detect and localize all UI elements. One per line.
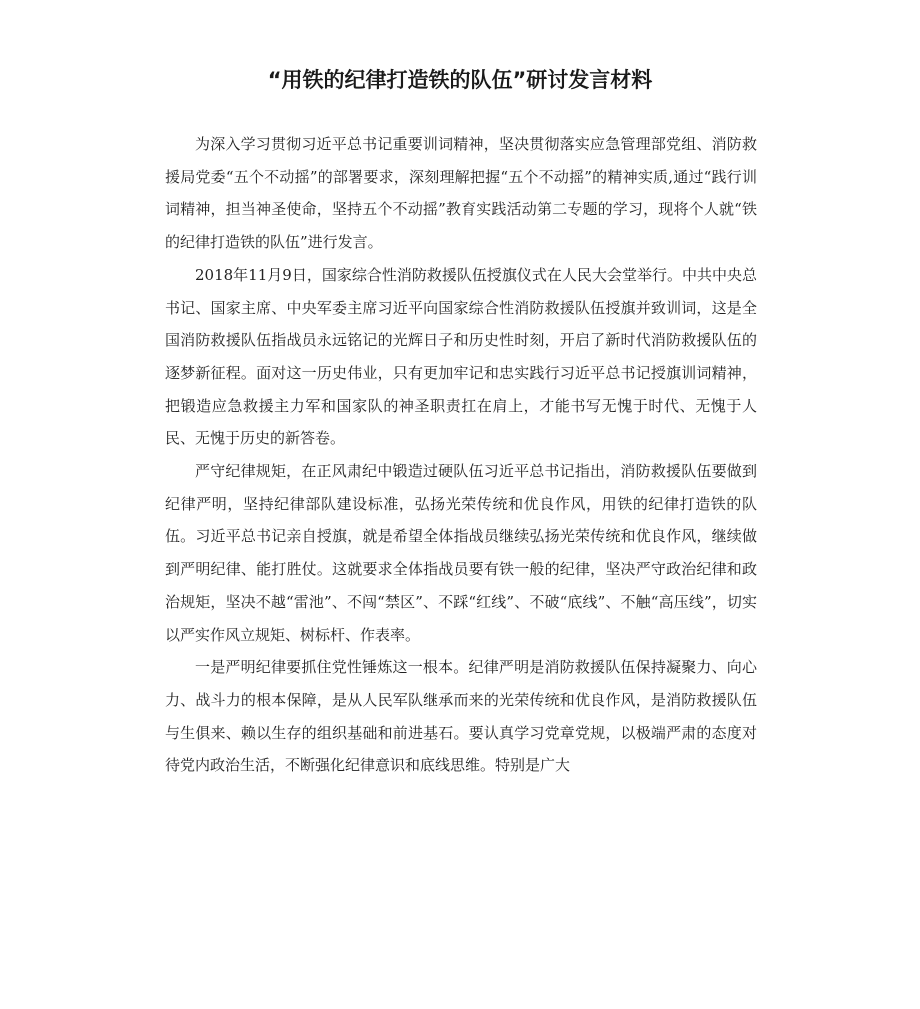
- paragraph-flag-ceremony: 2018年11月9日，国家综合性消防救援队伍授旗仪式在人民大会堂举行。中共中央总书记、国家主席、中央军委主席习近平向国家综合性消防救援队伍授旗并致训词，这是全国消防救援队伍指战员永远铭记的光辉日子和历史性时刻，开启了新时代消防救援队伍的逐梦新征程。面对这一历史伟业，只有更加牢记和忠实践行习近平总书记授旗训词精神，把锻造应急救援主力军和国家队的神圣职责扛在肩上，才能书写无愧于时代、无愧于人民、无愧于历史的新答卷。: [165, 265, 757, 448]
- document-body: [165, 128, 757, 782]
- paragraph-discipline: 严守纪律规矩，在正风肃纪中锻造过硬队伍习近平总书记指出，消防救援队伍要做到纪律严明，坚持纪律部队建设标准，弘扬光荣传统和优良作风，用铁的纪律打造铁的队伍。习近平总书记亲自授旗，就是希望全体指战员继续弘扬光荣传统和优良作风，继续做到严明纪律、能打胜仗。这就要求全体指战员要有铁一般的纪律，坚决严守政治纪律和政治规矩，坚决不越“雷池”、不闯“禁区”、不踩“红线”、不破“底线”、不触“高压线”，切实以严实作风立规矩、树标杆、作表率。: [165, 462, 757, 644]
- paragraph-party-spirit: 一是严明纪律要抓住党性锤炼这一根本。纪律严明是消防救援队伍保持凝聚力、向心力、战斗力的根本保障，是从人民军队继承而来的光荣传统和优良作风，是消防救援队伍与生俱来、赖以生存的组织基础和前进基石。要认真学习党章党规，以极端严肃的态度对待党内政治生活，不断强化纪律意识和底线思维。特别是广大: [165, 658, 757, 775]
- document-title: “用铁的纪律打造铁的队伍”研讨发言材料: [267, 68, 653, 92]
- paragraph-intro: 为深入学习贯彻习近平总书记重要训词精神，坚决贯彻落实应急管理部党组、消防救援局党委“五个不动摇”的部署要求，深刻理解把握“五个不动摇”的精神实质,通过“践行训词精神，担当神圣使命，坚持五个不动摇”教育实践活动第二专题的学习，现将个人就“铁的纪律打造铁的队伍”进行发言。: [165, 135, 757, 252]
